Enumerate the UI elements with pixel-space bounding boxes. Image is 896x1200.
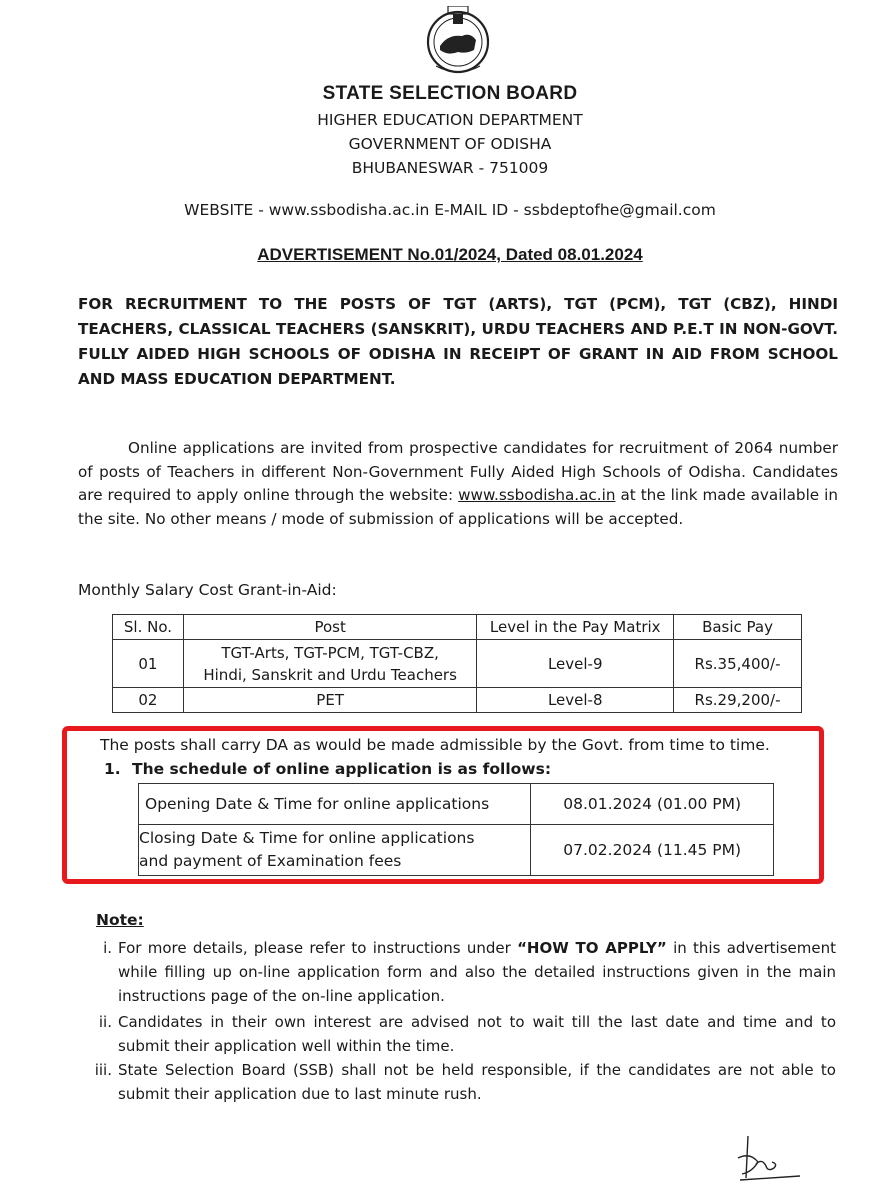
note-title: Note: <box>96 911 144 929</box>
intro-text-2: at the link made available in the site. No other means / mode of submission of applications will be accepted. <box>78 486 838 528</box>
contact-line: WEBSITE - www.ssbodisha.ac.in E-MAIL ID - ssbdeptofhe@gmail.com <box>184 201 716 219</box>
header-level: Level in the Pay Matrix <box>477 615 674 640</box>
closing-label-line-2: and payment of Examination fees <box>139 852 402 870</box>
opening-label: Opening Date & Time for online applications <box>139 784 531 825</box>
board-name: STATE SELECTION BOARD <box>322 83 578 104</box>
closing-label-line-1: Closing Date & Time for online applications <box>139 829 475 847</box>
row-post <box>183 640 477 688</box>
row-sl-no: 01 <box>113 640 184 688</box>
header-sl-no: Sl. No. <box>113 615 184 640</box>
note-text: State Selection Board (SSB) shall not be held responsible, if the candidates are not able to submit their application due to last minute rush. <box>118 1061 836 1103</box>
signature-icon <box>728 1128 808 1188</box>
schedule-title: The schedule of online application is as follows: <box>132 760 552 778</box>
intro-text-1: Online applications are invited from prospective candidates for recruitment of 2064 number of posts of Teachers in different Non-Government Fully Aided High Schools of Odisha. Candidates are required to apply online through the website: <box>78 439 838 505</box>
advertisement-title: ADVERTISEMENT No.01/2024, Dated 08.01.2024 <box>257 245 643 264</box>
row-post: PET <box>183 688 477 713</box>
closing-label <box>139 825 531 876</box>
note-text <box>118 936 836 1008</box>
department-name: HIGHER EDUCATION DEPARTMENT <box>317 111 583 129</box>
row-level: Level-9 <box>477 640 674 688</box>
table-row <box>113 640 802 688</box>
note-number: i. <box>103 939 112 957</box>
subject-paragraph: FOR RECRUITMENT TO THE POSTS OF TGT (ARTS), TGT (PCM), TGT (CBZ), HINDI TEACHERS, CLASSICAL TEACHERS (SANSKRIT), URDU TEACHERS AND P.E.T IN NON-GOVT. FULLY AIDED HIGH SCHOOLS OF ODISHA IN RECEIPT OF GRANT IN AID FROM SCHOOL AND MASS EDUCATION DEPARTMENT. <box>78 295 838 388</box>
government-name: GOVERNMENT OF ODISHA <box>348 135 552 153</box>
row-sl-no: 02 <box>113 688 184 713</box>
odisha-state-emblem-icon <box>418 6 498 82</box>
note-text-start: For more details, please refer to instructions under <box>118 939 518 957</box>
row-pay: Rs.29,200/- <box>674 688 802 713</box>
table-row <box>139 825 774 876</box>
note-number: ii. <box>98 1013 112 1031</box>
post-line-2: Hindi, Sanskrit and Urdu Teachers <box>203 665 457 684</box>
header-basic-pay: Basic Pay <box>674 615 802 640</box>
salary-table <box>112 614 802 713</box>
website-link[interactable]: www.ssbodisha.ac.in <box>458 486 616 505</box>
row-pay: Rs.35,400/- <box>674 640 802 688</box>
row-level: Level-8 <box>477 688 674 713</box>
city-pincode: BHUBANESWAR - 751009 <box>351 159 549 177</box>
schedule-table <box>138 783 774 876</box>
closing-value: 07.02.2024 (11.45 PM) <box>531 825 774 876</box>
opening-value: 08.01.2024 (01.00 PM) <box>531 784 774 825</box>
table-row <box>113 688 802 713</box>
da-note: The posts shall carry DA as would be made admissible by the Govt. from time to time. <box>100 736 770 754</box>
salary-header-row <box>113 615 802 640</box>
header-post: Post <box>183 615 477 640</box>
table-row <box>139 784 774 825</box>
note-text: Candidates in their own interest are advised not to wait till the last date and time and to submit their application well within the time. <box>118 1013 836 1055</box>
schedule-number: 1. <box>104 760 121 778</box>
how-to-apply-text: “HOW TO APPLY” <box>517 939 667 957</box>
note-number: iii. <box>94 1061 112 1079</box>
note-text-end: in this advertisement while filling up on-line application form and also the detailed instructions given in the main instructions page of the on-line application. <box>118 939 836 1005</box>
post-line-1: TGT-Arts, TGT-PCM, TGT-CBZ, <box>221 643 439 662</box>
salary-title: Monthly Salary Cost Grant-in-Aid: <box>78 581 337 599</box>
intro-paragraph <box>78 437 838 531</box>
